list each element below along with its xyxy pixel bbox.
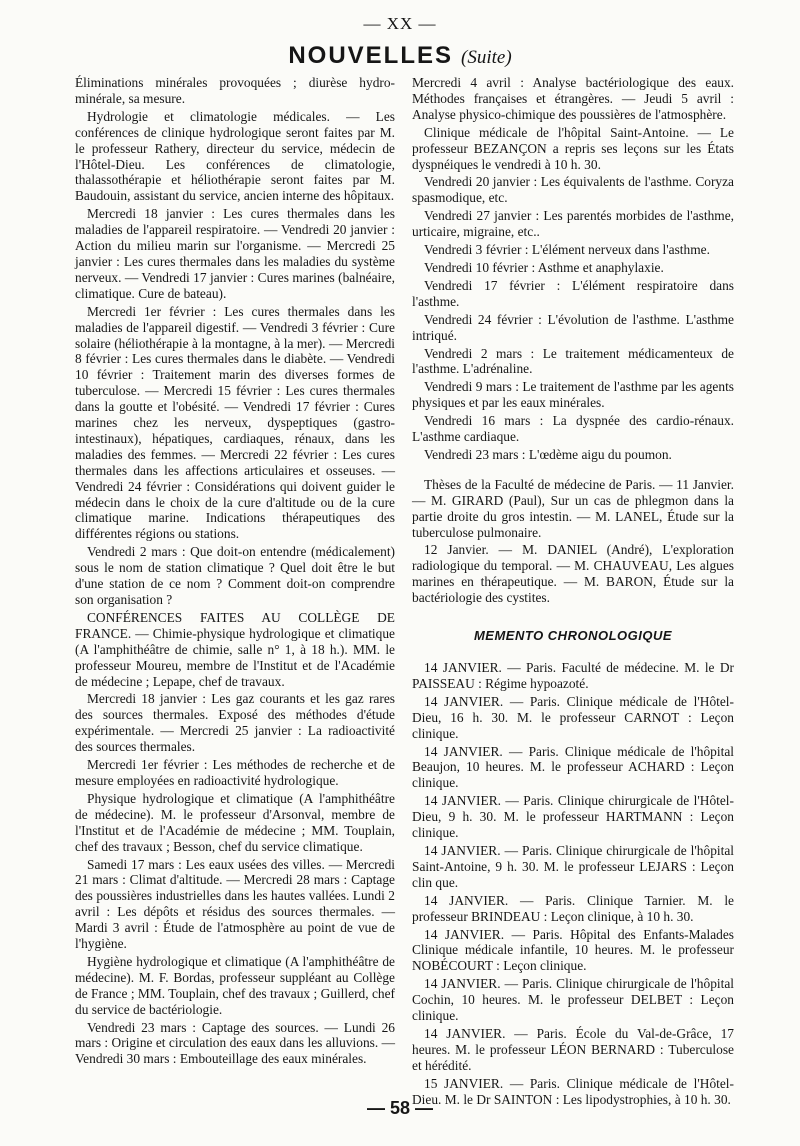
paragraph: Mercredi 4 avril : Analyse bactériologique des eaux. Méthodes françaises et étrangères. — Jeudi 5 avril : Analyse physico-chimique des poussières de l'atmosphère. [412, 75, 734, 122]
lecture-item: Vendredi 9 mars : Le traitement de l'asthme par les agents physiques et par les eaux minérales. [412, 379, 734, 411]
paragraph: Mercredi 18 janvier : Les gaz courants et les gaz rares des sources thermales. Exposé des méthodes d'étude expérimentale. — Mercredi 25 janvier : La radioactivité des sources thermales. [75, 691, 395, 755]
lecture-item: Vendredi 10 février : Asthme et anaphylaxie. [424, 259, 664, 275]
lecture-item: Vendredi 23 mars : L'œdème aigu du poumon. [424, 446, 672, 462]
paragraph: Hydrologie et climatologie médicales. — Les conférences de clinique hydrologique seront faites par M. le professeur Rathery, directeur du service, médecin de l'Hôtel-Dieu. Les conférences de climatologie, thalassothérapie et héliothérapie seront faites par M. Baudouin, assistant du service, ancien interne des hôpitaux. [75, 108, 395, 204]
lecture-item: Vendredi 27 janvier : Les parentés morbides de l'asthme, urticaire, migraine, etc.. [412, 208, 734, 240]
paragraph: Hygiène hydrologique et climatique (A l'amphithéâtre de médecine). M. F. Bordas, professeur suppléant au Collège de France ; MM. Touplain, chef des travaux ; Guillerd, chef du service de bactériologie. [75, 953, 395, 1017]
lecture-item: Vendredi 2 mars : Le traitement médicamenteux de l'asthme. L'adrénaline. [412, 345, 734, 377]
lecture-item: Vendredi 20 janvier : Les équivalents de l'asthme. Coryza spasmodique, etc. [412, 174, 734, 206]
memento-item: 14 JANVIER. — Paris. Clinique médicale de l'hôpital Beaujon, 10 heures. M. le professeur ACHARD : Leçon clinique. [412, 743, 734, 791]
paragraph: Mercredi 18 janvier : Les cures thermales dans les maladies de l'appareil respiratoire. — Vendredi 20 janvier : Action du milieu marin sur l'organisme. — Mercredi 25 janvier : Les cures thermales dans les maladies du système nerveux. — Vendredi 17 janvier : Cures marines (balnéaire, climatique. Cure de bateau). [75, 206, 395, 301]
theses-announcement: Thèses de la Faculté de médecine de Paris. — 11 Janvier. — M. GIRARD (Paul), Sur un cas de phlegmon dans la partie droite du gros intestin. — M. LANEL, Étude sur la tuberculose pulmonaire. [412, 476, 734, 540]
paragraph: Vendredi 2 mars : Que doit-on entendre (médicalement) sous le nom de station climatique ? Quel doit être le but d'une station de ce nom ? Comment doit-on comprendre son organisation ? [75, 544, 395, 607]
lecture-item: Vendredi 16 mars : La dyspnée des cardio-rénaux. L'asthme cardiaque. [412, 413, 734, 445]
paragraph: Mercredi 1er février : Les méthodes de recherche et de mesure employées en radioactivité hydrologique. [75, 757, 395, 788]
memento-item: 14 JANVIER. — Paris. Clinique chirurgicale de l'Hôtel-Dieu, 9 h. 30. M. le professeur HARTMANN : Leçon clinique. [412, 793, 734, 841]
memento-item: 15 JANVIER. — Paris. Clinique médicale de l'Hôtel-Dieu. M. le Dr SAINTON : Les lipodystrophies, à 10 h. 30. [412, 1075, 734, 1107]
memento-item: 14 JANVIER. — Paris. École du Val-de-Grâce, 17 heures. M. le professeur LÉON BERNARD : Tuberculose et hérédité. [412, 1025, 734, 1073]
memento-heading: MEMENTO CHRONOLOGIQUE [473, 628, 673, 644]
paragraph: Physique hydrologique et climatique (A l'amphithéâtre de médecine). M. le professeur d'Arsonval, membre de l'Institut et de l'Académie de médecine ; MM. Touplain, chef des travaux ; Besson, chef du service climatique. [75, 790, 395, 854]
page-number: — 58 — [366, 1098, 434, 1118]
memento-item: 14 JANVIER. — Paris. Clinique Tarnier. M. le professeur BRINDEAU : Leçon clinique, à 10 h. 30. [412, 892, 734, 924]
memento-item: 14 JANVIER. — Paris. Faculté de médecine. M. le Dr PAISSEAU : Régime hypoazoté. [412, 660, 734, 691]
section-roman-numeral: — XX — [363, 14, 437, 33]
clinic-announcement: Clinique médicale de l'hôpital Saint-Antoine. — Le professeur BEZANÇON a repris ses leçons sur les États dyspnéiques le vendredi à 10 h. 30. [412, 124, 734, 172]
memento-item: 14 JANVIER. — Paris. Clinique médicale de l'Hôtel-Dieu, 16 h. 30. M. le professeur CARNOT : Leçon clinique. [412, 693, 734, 741]
paragraph: CONFÉRENCES FAITES AU COLLÈGE DE FRANCE. — Chimie-physique hydrologique et climatique (A l'amphithéâtre de chimie, salle n° 1, à 18 h.). MM. le professeur Moureu, membre de l'Institut et de l'Académie de médecine ; Lepape, chef de travaux. [75, 609, 395, 689]
lecture-item: Vendredi 17 février : L'élément respiratoire dans l'asthme. [412, 277, 734, 309]
right-column [412, 75, 734, 1107]
memento-item: 14 JANVIER. — Paris. Clinique chirurgicale de l'hôpital Saint-Antoine, 9 h. 30. M. le professeur LEJARS : Leçon clin que. [412, 842, 734, 890]
memento-item: 14 JANVIER. — Paris. Hôpital des Enfants-Malades Clinique médicale infantile, 10 heures. M. le professeur NOBÉCOURT : Leçon clinique. [412, 926, 734, 974]
title-main: NOUVELLES [288, 42, 454, 69]
memento-item: 14 JANVIER. — Paris. Clinique chirurgicale de l'hôpital Cochin, 10 heures. M. le professeur DELBET : Leçon clinique. [412, 976, 734, 1024]
lecture-item: Vendredi 3 février : L'élément nerveux dans l'asthme. [424, 242, 710, 258]
title-suite: (Suite) [461, 47, 512, 68]
theses-item: 12 Janvier. — M. DANIEL (André), L'exploration radiologique du temporal. — M. CHAUVEAU, Les algues marines en thérapeutique. — M. BARON, Étude sur la bactériologie des cystites. [412, 542, 734, 606]
paragraph: Éliminations minérales provoquées ; diurèse hydro-minérale, sa mesure. [75, 75, 395, 106]
paragraph: Vendredi 23 mars : Captage des sources. — Lundi 26 mars : Origine et circulation des eaux dans les alluvions. — Vendredi 30 mars : Embouteillage des eaux minérales. [75, 1019, 395, 1067]
lecture-item: Vendredi 24 février : L'évolution de l'asthme. L'asthme intriqué. [412, 311, 734, 343]
page-title [0, 42, 800, 70]
paragraph: Mercredi 1er février : Les cures thermales dans les maladies de l'appareil digestif. — Vendredi 3 février : Cure solaire (héliothérapie à la montagne, à la mer). — Mercredi 8 février : Les cures thermales dans le diabète. — Vendredi 10 février : Traitement marin des diverses formes de tuberculose. — Mercredi 15 février : Les cures thermales dans la goutte et l'obésité. — Vendredi 17 février : Cures marines chez les nerveux, dyspeptiques (gastro-intestinaux), hépatiques, cardiaques, rénaux, dans les maladies des femmes. — Mercredi 22 février : Les cures thermales dans les affections articulaires et osseuses. — Vendredi 24 février : Considérations qui doivent guider le médecin dans le choix de la cure d'altitude ou de la cure climatique marine. Indications thérapeutiques des différentes régions ou stations. [75, 303, 395, 542]
left-column [75, 75, 395, 1095]
paragraph: Samedi 17 mars : Les eaux usées des villes. — Mercredi 21 mars : Climat d'altitude. — Mercredi 28 mars : Captage des poussières industrielles dans les hautes vallées. Lundi 2 avril : Les dépôts et résidus des sources thermales. — Mardi 3 avril : Étude de l'atmosphère au point de vue de l'hygiène. [75, 856, 395, 952]
